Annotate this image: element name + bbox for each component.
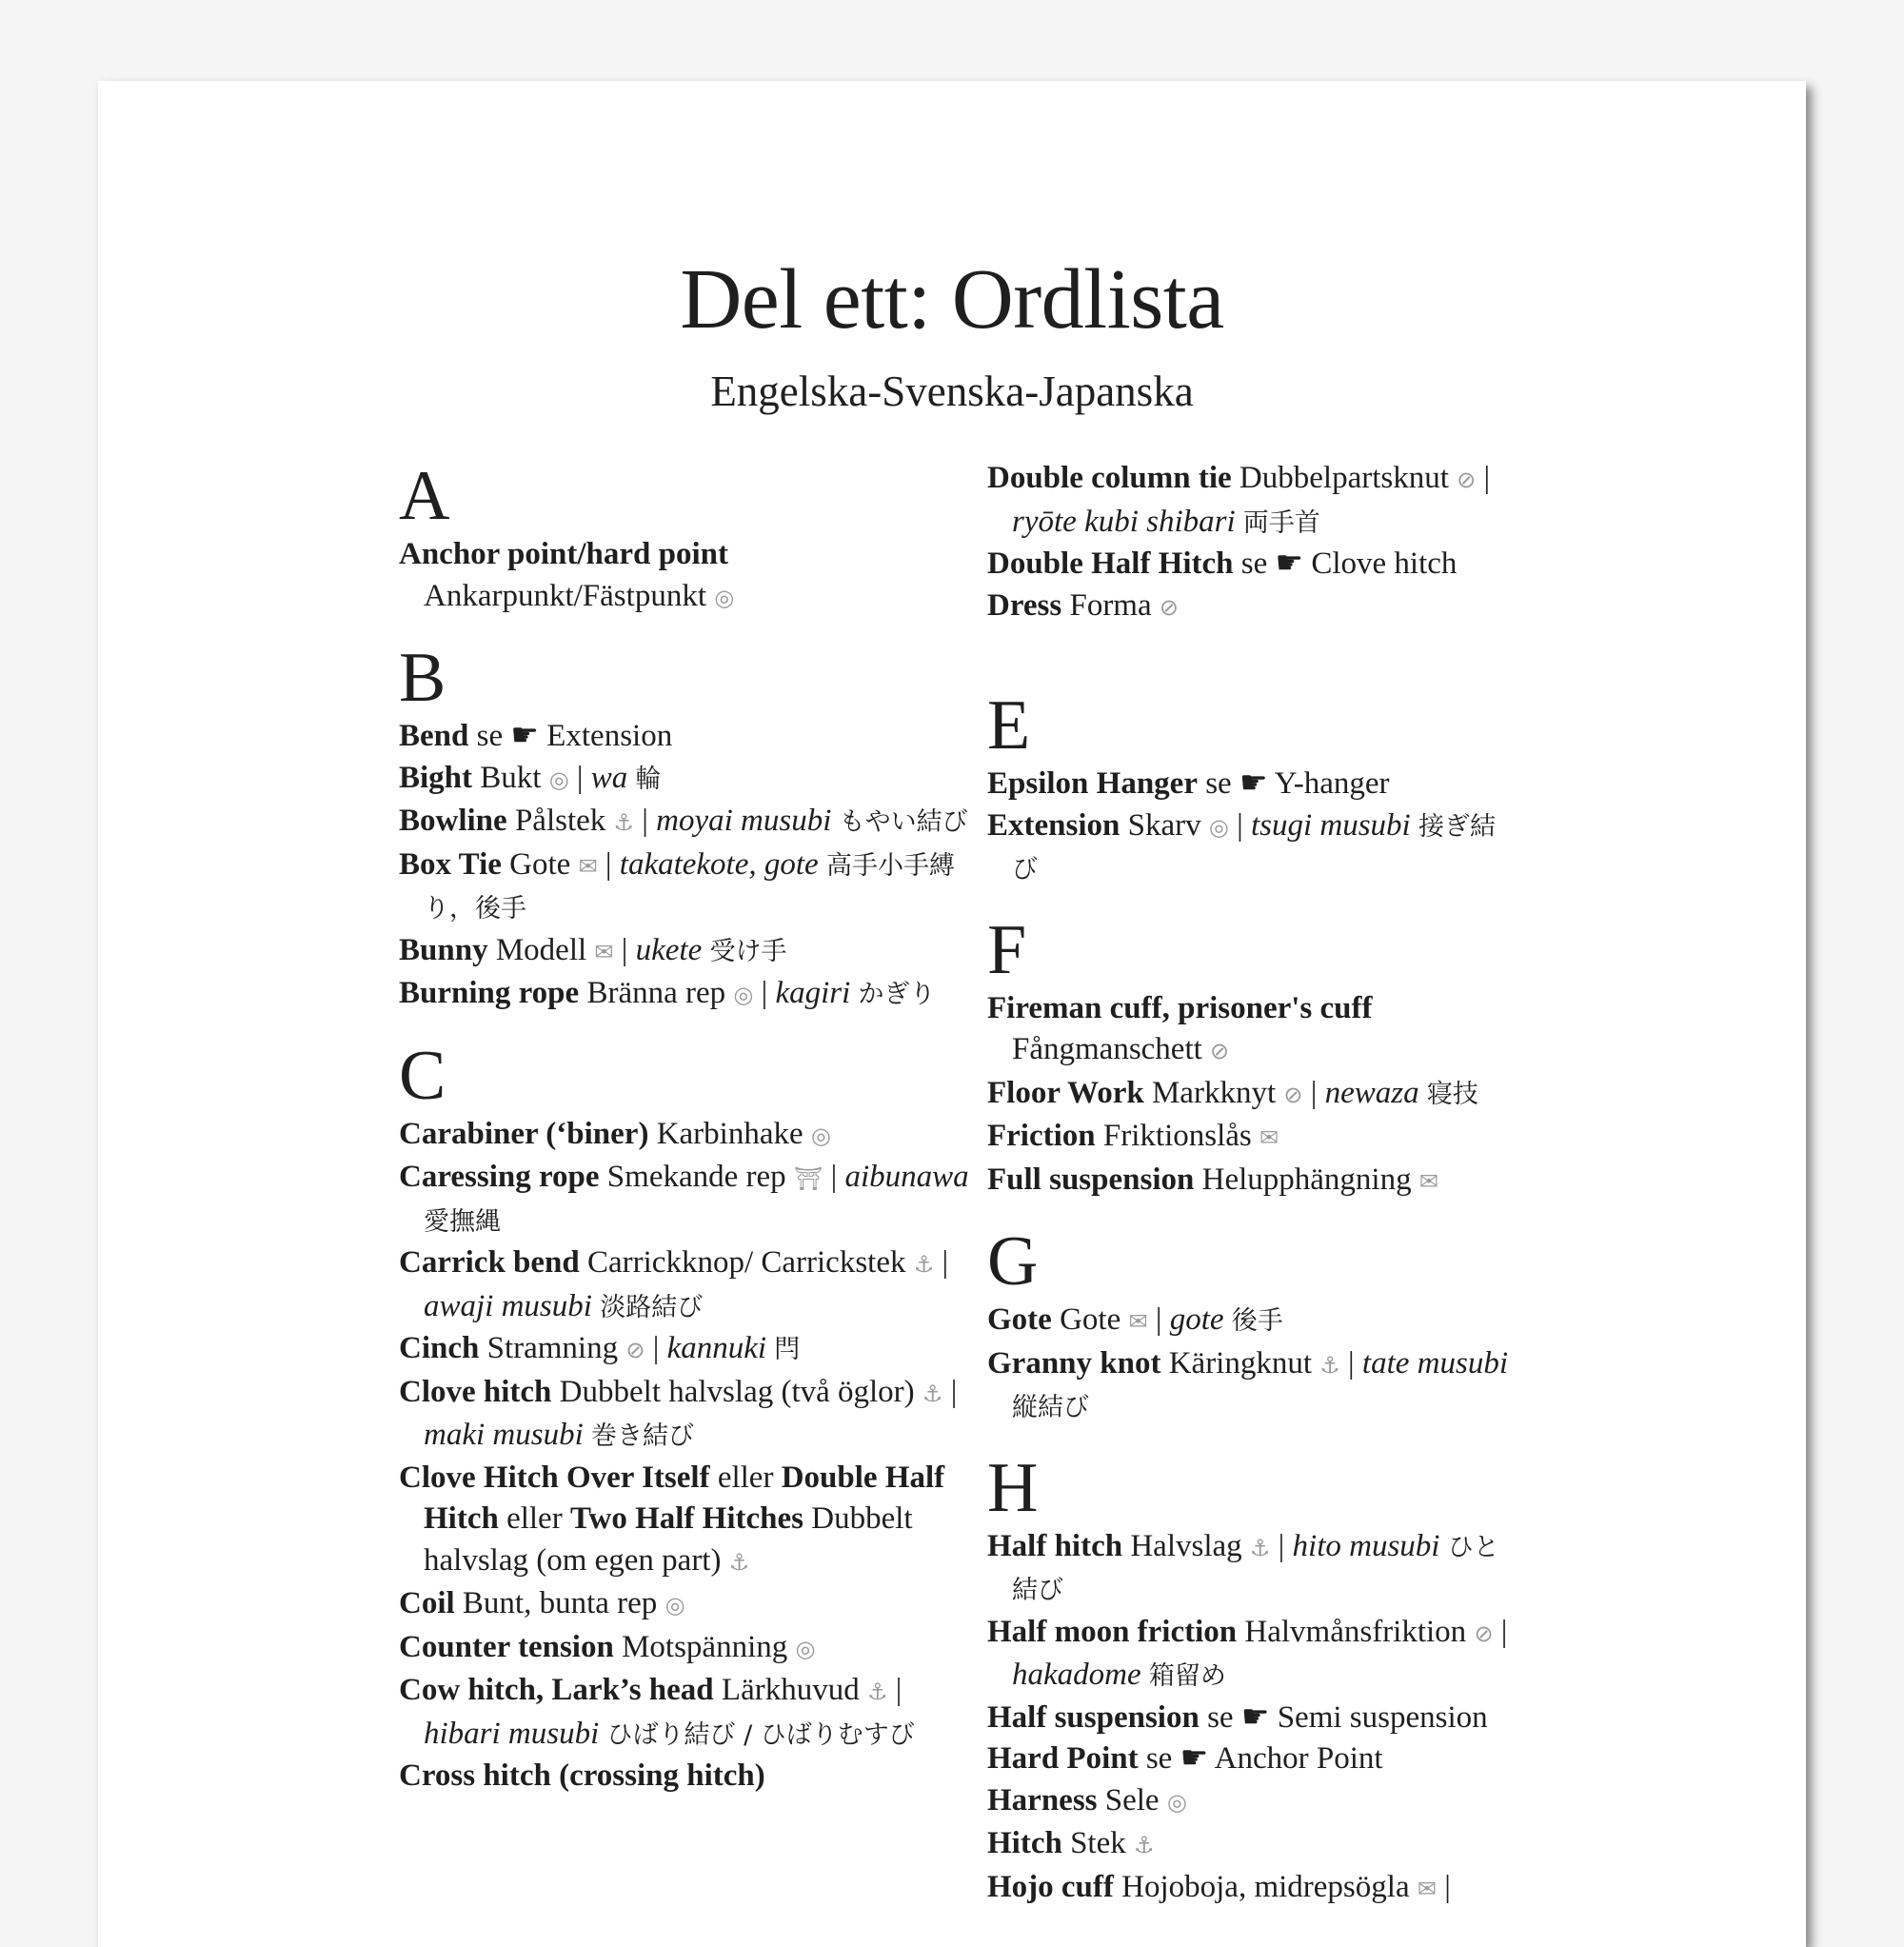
or-word: eller bbox=[717, 1460, 774, 1495]
entry-japanese-romaji: kannuki bbox=[666, 1331, 767, 1365]
entry-japanese-script: もやい結び bbox=[839, 807, 968, 837]
separator: | bbox=[1444, 1869, 1451, 1904]
entry-swedish: Käringknut bbox=[1168, 1345, 1313, 1381]
entry-swedish: Bukt bbox=[480, 760, 542, 795]
rope-icon: ◎ bbox=[548, 765, 569, 793]
entry-bunny bbox=[399, 930, 970, 974]
entry-half-hitch bbox=[987, 1526, 1520, 1612]
entry-extension bbox=[987, 805, 1520, 891]
entry-half-suspension bbox=[987, 1698, 1520, 1739]
pointing-hand-icon: ☛ bbox=[1180, 1741, 1209, 1776]
pointing-hand-icon: ☛ bbox=[1240, 1699, 1270, 1735]
glossary-column-right bbox=[987, 458, 1520, 1910]
entry-swedish: Dubbelt halvslag (om egen part) bbox=[424, 1501, 913, 1578]
entry-japanese-romaji: maki musubi bbox=[424, 1418, 584, 1452]
entry-clove-hitch-over-itself bbox=[399, 1458, 970, 1584]
entry-hard-point bbox=[987, 1738, 1520, 1780]
tie-icon: ✉ bbox=[578, 852, 598, 880]
entry-term: Hard Point bbox=[987, 1741, 1139, 1776]
entry-term: Clove Hitch Over Itself bbox=[399, 1460, 710, 1495]
entry-term: Friction bbox=[987, 1119, 1096, 1153]
anchor-icon: ⚓ bbox=[613, 809, 635, 836]
entry-term: Bend bbox=[399, 719, 469, 753]
anchor-icon: ⚓ bbox=[913, 1251, 935, 1278]
entry-term: Box Tie bbox=[399, 846, 502, 882]
entry-term: Dress bbox=[987, 587, 1062, 623]
separator: | bbox=[642, 804, 648, 838]
entry-swedish: Dubbelt halvslag (två öglor) bbox=[559, 1374, 915, 1409]
anchor-icon: ⚓ bbox=[1249, 1534, 1271, 1561]
entry-swedish: Karbinhake bbox=[656, 1116, 803, 1151]
ball-icon: ⊘ bbox=[1457, 467, 1477, 493]
entry-swedish: Bränna rep bbox=[586, 976, 726, 1010]
separator: | bbox=[1500, 1614, 1508, 1649]
separator: | bbox=[761, 976, 768, 1010]
rope-icon: ◎ bbox=[714, 584, 735, 611]
separator: | bbox=[1348, 1345, 1355, 1381]
pointing-hand-icon: ☛ bbox=[1275, 546, 1304, 581]
separator: | bbox=[895, 1673, 902, 1707]
entry-swedish: Smekande rep bbox=[606, 1160, 786, 1194]
tie-icon: ✉ bbox=[1259, 1124, 1279, 1151]
see-word: se bbox=[1207, 1699, 1234, 1735]
entry-term: Epsilon Hanger bbox=[987, 766, 1198, 801]
entry-term: Double Half Hitch bbox=[987, 546, 1234, 581]
entry-harness bbox=[987, 1780, 1520, 1824]
entry-carrick-bend bbox=[399, 1242, 970, 1328]
entry-full-suspension bbox=[987, 1160, 1520, 1203]
entry-swedish: Skarv bbox=[1127, 807, 1201, 843]
entry-anchor-point bbox=[399, 534, 970, 619]
entry-epsilon-hanger bbox=[987, 764, 1520, 805]
entry-double-column-tie bbox=[987, 458, 1520, 544]
entry-japanese-script: 受け手 bbox=[709, 936, 787, 966]
rope-icon: ◎ bbox=[664, 1592, 685, 1619]
rope-icon: ◎ bbox=[795, 1635, 816, 1662]
rope-icon: ◎ bbox=[733, 982, 754, 1008]
entry-term: Anchor point/hard point bbox=[399, 537, 728, 571]
entry-bowline bbox=[399, 801, 970, 844]
entry-term: Half suspension bbox=[987, 1699, 1200, 1735]
entry-double-half-hitch bbox=[987, 544, 1520, 586]
entry-swedish: Friktionslås bbox=[1102, 1119, 1252, 1153]
entry-dress bbox=[987, 586, 1520, 629]
entry-term: Coil bbox=[399, 1586, 455, 1620]
rope-icon: ◎ bbox=[1208, 813, 1229, 841]
entry-japanese-script: 輪 bbox=[635, 764, 662, 794]
entry-japanese-script: 巻き結び bbox=[591, 1421, 694, 1451]
entry-swedish: Stramning bbox=[486, 1331, 619, 1365]
entry-term: Hitch bbox=[987, 1826, 1062, 1860]
entry-cinch bbox=[399, 1328, 970, 1372]
rope-icon: ◎ bbox=[810, 1122, 831, 1149]
cross-reference: Extension bbox=[546, 719, 673, 753]
section-letter-f: F bbox=[987, 910, 1027, 989]
entry-term: Bight bbox=[399, 760, 473, 795]
entry-swedish: Carrickknop/ Carrickstek bbox=[587, 1245, 906, 1280]
entry-japanese-script: ひばり結び / ひばりむすび bbox=[606, 1719, 915, 1750]
entry-term: Cinch bbox=[399, 1331, 480, 1365]
entry-japanese-romaji: hakadome bbox=[1012, 1658, 1141, 1692]
entry-term: Cow hitch, Lark’s head bbox=[399, 1673, 714, 1707]
entry-japanese-script: 高手小手縛り，後手 bbox=[424, 850, 955, 924]
entry-hitch bbox=[987, 1823, 1520, 1867]
entry-japanese-script: ひと結び bbox=[1012, 1532, 1499, 1605]
entry-term: Harness bbox=[987, 1782, 1098, 1818]
see-word: se bbox=[1240, 546, 1268, 581]
separator: | bbox=[950, 1374, 958, 1409]
entry-bight bbox=[399, 758, 970, 802]
entry-japanese-romaji: awaji musubi bbox=[424, 1288, 592, 1323]
cross-reference: Anchor Point bbox=[1214, 1741, 1383, 1776]
entry-term: Cross hitch (crossing hitch) bbox=[399, 1758, 765, 1793]
entry-floor-work bbox=[987, 1073, 1520, 1117]
section-letter-b: B bbox=[399, 639, 446, 717]
entry-swedish: Gote bbox=[1060, 1302, 1121, 1337]
entry-japanese-script: かぎり bbox=[858, 980, 936, 1009]
entry-clove-hitch bbox=[399, 1372, 970, 1458]
entry-japanese-script: 接ぎ結び bbox=[1012, 811, 1496, 884]
entry-japanese-romaji: gote bbox=[1169, 1302, 1224, 1337]
entry-term: Full suspension bbox=[987, 1162, 1195, 1197]
entry-swedish: Bunt, bunta rep bbox=[462, 1586, 658, 1620]
separator: | bbox=[1278, 1528, 1285, 1563]
rope-icon: ◎ bbox=[1166, 1788, 1187, 1816]
entry-japanese-script: 閂 bbox=[774, 1335, 801, 1364]
section-letter-g: G bbox=[987, 1222, 1039, 1301]
see-word: se bbox=[476, 719, 504, 753]
separator: | bbox=[942, 1245, 949, 1280]
entry-term: Gote bbox=[987, 1302, 1052, 1337]
entry-japanese-romaji: newaza bbox=[1324, 1075, 1419, 1110]
separator: | bbox=[621, 932, 628, 967]
entry-friction bbox=[987, 1116, 1520, 1160]
separator: | bbox=[576, 760, 584, 795]
entry-swedish: Pålstek bbox=[514, 804, 606, 838]
see-word: se bbox=[1205, 766, 1232, 801]
section-letter-a: A bbox=[399, 457, 450, 535]
tie-icon: ✉ bbox=[1128, 1308, 1148, 1335]
entry-term: Floor Work bbox=[987, 1075, 1144, 1110]
entry-swedish: Lärkhuvud bbox=[721, 1673, 860, 1707]
entry-half-moon-friction bbox=[987, 1612, 1520, 1698]
entry-japanese-script: 淡路結び bbox=[600, 1292, 704, 1322]
entry-hojo-cuff bbox=[987, 1867, 1520, 1911]
entry-japanese-script: 寝技 bbox=[1426, 1079, 1478, 1109]
entry-term-alt: Two Half Hitches bbox=[569, 1501, 803, 1536]
entry-granny-knot bbox=[987, 1343, 1520, 1429]
tie-icon: ✉ bbox=[1418, 1167, 1438, 1195]
ball-icon: ⊘ bbox=[1210, 1038, 1230, 1064]
entry-swedish: Modell bbox=[495, 932, 587, 967]
entry-swedish: Halvslag bbox=[1130, 1528, 1242, 1563]
ball-icon: ⊘ bbox=[1283, 1081, 1303, 1108]
entry-term: Carabiner (‘biner) bbox=[399, 1116, 649, 1151]
entry-burning-rope bbox=[399, 973, 970, 1017]
entry-term: Caressing rope bbox=[399, 1160, 600, 1194]
entry-swedish: Forma bbox=[1069, 587, 1152, 623]
entry-box-tie bbox=[399, 844, 970, 930]
entry-japanese-romaji: tsugi musubi bbox=[1250, 807, 1411, 843]
document-page bbox=[98, 81, 1806, 1947]
entry-japanese-romaji: hito musubi bbox=[1292, 1528, 1440, 1563]
entry-japanese-script: 後手 bbox=[1231, 1306, 1283, 1336]
entry-japanese-romaji: ryōte kubi shibari bbox=[1012, 504, 1236, 539]
separator: | bbox=[1237, 807, 1243, 843]
separator: | bbox=[830, 1160, 838, 1194]
cross-reference: Clove hitch bbox=[1311, 546, 1458, 581]
entry-japanese-romaji: hibari musubi bbox=[424, 1716, 600, 1751]
entry-japanese-script: 両手首 bbox=[1242, 507, 1320, 538]
entry-term: Bowline bbox=[399, 804, 507, 838]
separator: | bbox=[605, 846, 612, 882]
entry-term: Half moon friction bbox=[987, 1614, 1238, 1649]
spacer bbox=[987, 628, 1520, 666]
separator: | bbox=[1310, 1075, 1318, 1110]
separator: | bbox=[652, 1331, 660, 1365]
anchor-icon: ⚓ bbox=[866, 1679, 888, 1705]
entry-swedish: Motspänning bbox=[622, 1629, 788, 1664]
entry-cow-hitch bbox=[399, 1670, 970, 1756]
entry-gote bbox=[987, 1300, 1520, 1343]
anchor-icon: ⚓ bbox=[922, 1380, 943, 1407]
entry-swedish: Dubbelpartsknut bbox=[1239, 461, 1449, 495]
section-letter-e: E bbox=[987, 686, 1031, 765]
entry-cross-hitch bbox=[399, 1756, 970, 1798]
entry-japanese-romaji: takatekote, gote bbox=[619, 846, 819, 882]
entry-swedish: Helupphängning bbox=[1201, 1162, 1412, 1197]
cross-reference: Semi suspension bbox=[1277, 1699, 1488, 1735]
anchor-icon: ⚓ bbox=[1319, 1351, 1340, 1379]
entry-term: Fireman cuff, prisoner's cuff bbox=[987, 990, 1373, 1025]
entry-term: Double column tie bbox=[987, 461, 1232, 495]
entry-term: Clove hitch bbox=[399, 1374, 552, 1409]
tie-icon: ✉ bbox=[594, 938, 614, 965]
entry-swedish: Ankarpunkt/Fästpunkt bbox=[424, 578, 706, 613]
entry-term: Half hitch bbox=[987, 1528, 1123, 1563]
pointing-hand-icon: ☛ bbox=[1239, 766, 1268, 801]
anchor-icon: ⚓ bbox=[728, 1548, 750, 1576]
entry-japanese-romaji: kagiri bbox=[775, 976, 851, 1010]
entry-japanese-romaji: moyai musubi bbox=[656, 804, 832, 838]
entry-japanese-romaji: tate musubi bbox=[1361, 1345, 1508, 1381]
entry-japanese-romaji: wa bbox=[590, 760, 628, 795]
entry-japanese-script: 愛撫縄 bbox=[424, 1206, 501, 1237]
entry-japanese-romaji: ukete bbox=[635, 932, 703, 967]
glossary-column-left bbox=[399, 458, 970, 1798]
entry-fireman-cuff bbox=[987, 988, 1520, 1073]
entry-swedish: Sele bbox=[1104, 1782, 1160, 1818]
page-title: Del ett: Ordlista bbox=[680, 252, 1224, 347]
entry-japanese-script: 箱留め bbox=[1148, 1661, 1226, 1691]
entry-swedish: Fångmanschett bbox=[1012, 1032, 1202, 1066]
entry-term: Carrick bend bbox=[399, 1245, 580, 1280]
entry-term: Hojo cuff bbox=[987, 1869, 1114, 1904]
section-letter-c: C bbox=[399, 1036, 446, 1115]
entry-term: Extension bbox=[987, 807, 1121, 843]
section-letter-h: H bbox=[987, 1448, 1039, 1527]
entry-term: Bunny bbox=[399, 932, 488, 967]
entry-swedish: Stek bbox=[1070, 1826, 1126, 1860]
separator: | bbox=[1483, 461, 1491, 495]
entry-term: Counter tension bbox=[399, 1629, 614, 1664]
entry-caressing-rope bbox=[399, 1157, 970, 1242]
entry-swedish: Halvmånsfriktion bbox=[1244, 1614, 1467, 1649]
separator: | bbox=[1155, 1302, 1162, 1337]
entry-bend bbox=[399, 716, 970, 758]
anchor-icon: ⚓ bbox=[1134, 1832, 1155, 1858]
entry-term-alt: Double Half Hitch bbox=[424, 1460, 945, 1536]
or-word: eller bbox=[506, 1501, 563, 1536]
entry-swedish: Markknyt bbox=[1151, 1075, 1277, 1110]
entry-japanese-romaji: aibunawa bbox=[844, 1160, 969, 1194]
entry-term: Granny knot bbox=[987, 1345, 1161, 1381]
ball-icon: ⊘ bbox=[1159, 593, 1179, 621]
ball-icon: ⊘ bbox=[1474, 1619, 1494, 1647]
ball-icon: ⊘ bbox=[625, 1337, 645, 1363]
entry-coil bbox=[399, 1583, 970, 1627]
entry-term: Burning rope bbox=[399, 976, 580, 1010]
page-subtitle: Engelska-Svenska-Japanska bbox=[710, 368, 1194, 415]
tie-icon: ✉ bbox=[1417, 1875, 1437, 1902]
torii-icon: ⛩ bbox=[793, 1165, 823, 1192]
entry-japanese-script: 縦結び bbox=[1012, 1393, 1089, 1422]
entry-swedish: Hojoboja, midrepsögla bbox=[1121, 1869, 1410, 1904]
entry-carabiner bbox=[399, 1114, 970, 1158]
cross-reference: Y-hanger bbox=[1274, 766, 1390, 801]
see-word: se bbox=[1145, 1741, 1173, 1776]
pointing-hand-icon: ☛ bbox=[510, 719, 539, 753]
entry-swedish: Gote bbox=[509, 846, 571, 882]
entry-counter-tension bbox=[399, 1627, 970, 1671]
